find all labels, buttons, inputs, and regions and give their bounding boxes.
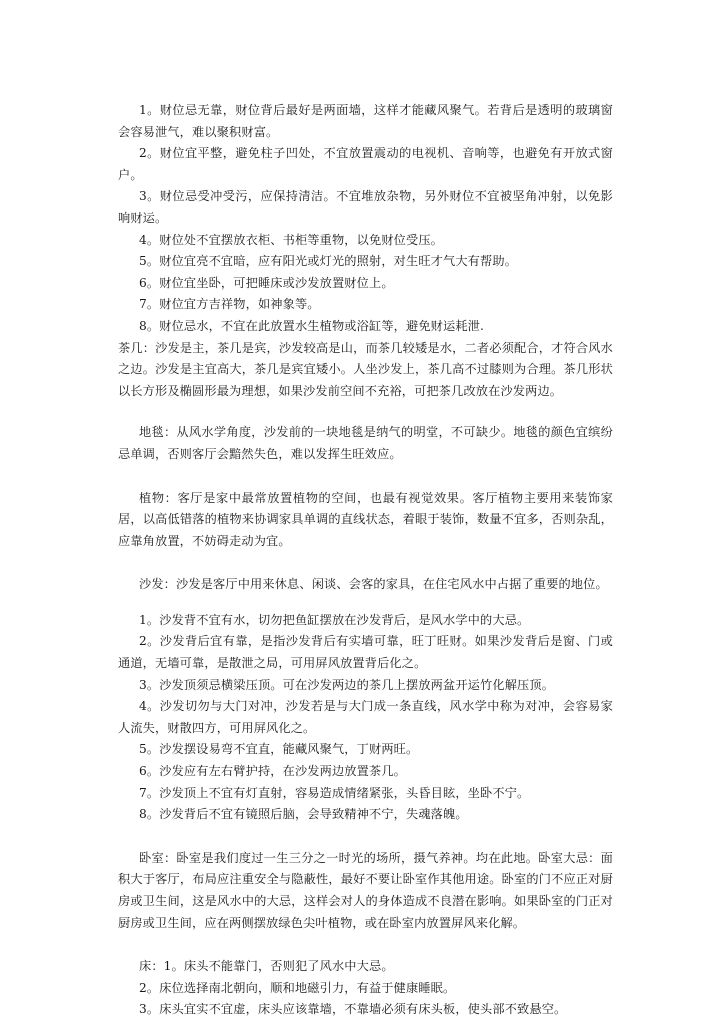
sofa-item-8: 8。沙发背后不宜有镜照后脑，会导致精神不宁，失魂落魄。 <box>139 807 468 822</box>
wealth-position-list <box>118 100 613 338</box>
sofa-list <box>118 610 613 826</box>
wealth-item-5: 5。财位宜亮不宜暗，应有阳光或灯光的照射，对生旺才气大有帮助。 <box>139 254 518 269</box>
wealth-item-4: 4。财位处不宜摆放衣柜、书柜等重物，以免财位受压。 <box>139 232 444 247</box>
document-body <box>118 100 613 1021</box>
plants-paragraph: 植物：客厅是家中最常放置植物的空间，也最有视觉效果。客厅植物主要用来装饰家居，以高低错落的植物来协调家具单调的直线状态，着眼于装饰，数量不宜多，否则杂乱，应靠角放置，不妨碍走动为宜。 <box>118 490 613 548</box>
bedroom-paragraph: 卧室：卧室是我们度过一生三分之一时光的场所，摄气养神。均在此地。卧室大忌：面积大于客厅，布局应注重安全与隐蔽性，最好不要让卧室作其他用途。卧室的门不应正对厨房或卫生间，这是风水中的大忌，这样会对人的身体造成不良潜在影响。如果卧室的门正对厨房或卫生间，应在两侧摆放绿色尖叶植物，或在卧室内放置屏风来化解。 <box>118 850 613 930</box>
wealth-item-1: 1。财位忌无靠，财位背后最好是两面墙，这样才能藏风聚气。若背后是透明的玻璃窗会容易泄气，难以聚积财富。 <box>118 103 613 139</box>
wealth-item-6: 6。财位宜坐卧，可把睡床或沙发放置财位上。 <box>139 275 394 290</box>
sofa-intro: 沙发：沙发是客厅中用来休息、闲谈、会客的家具，在住宅风水中占据了重要的地位。 <box>139 577 608 592</box>
wealth-item-7: 7。财位宜方吉祥物，如神象等。 <box>139 297 320 312</box>
wealth-item-8: 8。财位忌水，不宜在此放置水生植物或浴缸等，避免财运耗泄. <box>139 318 485 333</box>
sofa-item-2: 2。沙发背后宜有靠，是指沙发背后有实墙可靠，旺丁旺财。如果沙发背后是窗、门或通道，无墙可靠，是散泄之局，可用屏风放置背后化之。 <box>118 634 613 671</box>
tea-table-paragraph: 茶几：沙发是主，茶几是宾，沙发较高是山，而茶几较矮是水，二者必须配合，才符合风水之边。沙发是主宜高大，茶几是宾宜矮小。人坐沙发上，茶几高不过膝则为合理。茶几形状以长方形及椭圆形最为理想，如果沙发前空间不充裕，可把茶几改放在沙发两边。 <box>118 340 613 398</box>
sofa-item-4: 4。沙发切勿与大门对冲，沙发若是与大门成一条直线，风水学中称为对冲，会容易家人流失，财散四方，可用屏风化之。 <box>118 699 613 735</box>
carpet-paragraph: 地毯：从风水学角度，沙发前的一块地毯是纳气的明堂，不可缺少。地毯的颜色宜缤纷忌单调，否则客厅会黯然失色，难以发挥生旺效应。 <box>118 425 613 461</box>
bed-item-3: 3。床头宜实不宜虚，床头应该靠墙，不靠墙必须有床头板，使头部不致悬空。 <box>139 1002 567 1017</box>
sofa-item-1: 1。沙发背不宜有水，切勿把鱼缸摆放在沙发背后，是风水学中的大忌。 <box>139 612 530 627</box>
wealth-item-3: 3。财位忌受冲受污，应保持清洁。不宜堆放杂物，另外财位不宜被坚角冲射，以免影响财运。 <box>118 189 613 225</box>
bed-item-2: 2。床位选择南北朝向，顺和地磁引力，有益于健康睡眠。 <box>139 980 456 995</box>
sofa-item-5: 5。沙发摆设易弯不宜直，能藏风聚气，丁财两旺。 <box>139 742 419 757</box>
wealth-item-2: 2。财位宜平整，避免柱子凹处，不宜放置震动的电视机、音响等，也避免有开放式窗户。 <box>118 146 613 182</box>
sofa-item-7: 7。沙发顶上不宜有灯直射，容易造成情绪紧张，头昏目眩，坐卧不宁。 <box>139 785 530 800</box>
bed-item-1: 床：1。床头不能靠门，否则犯了风水中大忌。 <box>139 959 394 974</box>
bed-list <box>118 956 613 1021</box>
sofa-item-3: 3。沙发顶须忌横梁压顶。可在沙发两边的茶几上摆放两盆开运竹化解压顶。 <box>139 677 555 692</box>
sofa-item-6: 6。沙发应有左右臂护持，在沙发两边放置茶几。 <box>139 764 406 779</box>
